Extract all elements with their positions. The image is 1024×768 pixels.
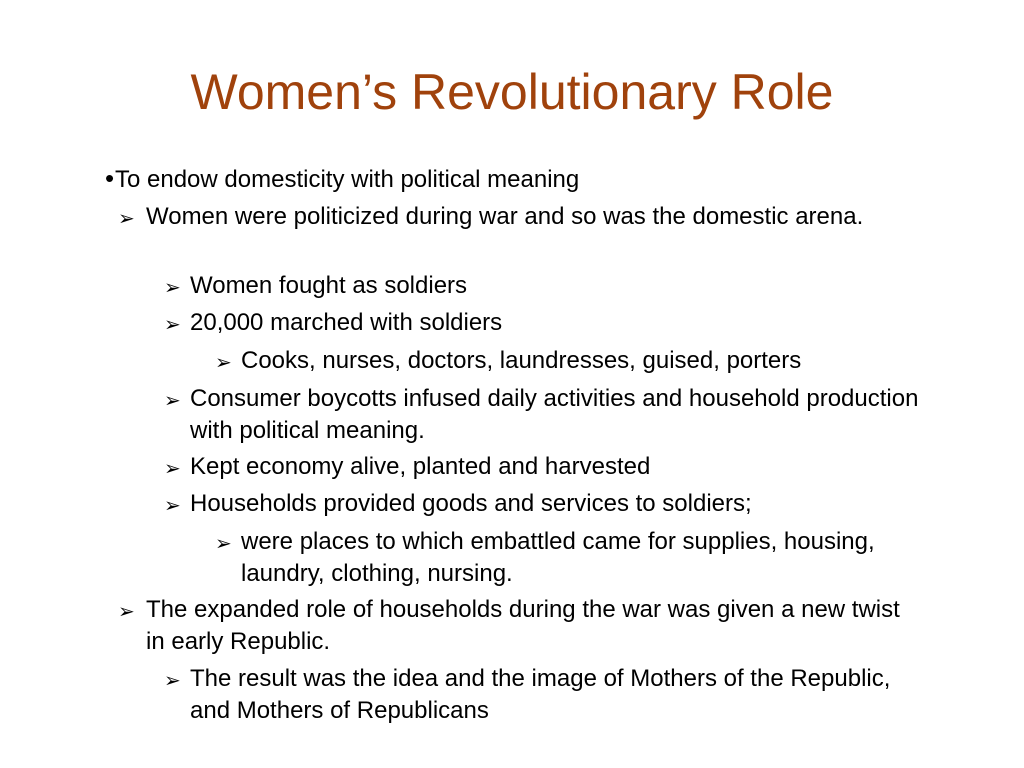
arrow-bullet-icon: ➢ xyxy=(164,277,181,299)
bullet-item xyxy=(164,451,924,483)
bullet-text: Households provided goods and services to soldiers; xyxy=(190,490,752,517)
arrow-bullet-icon: ➢ xyxy=(164,458,181,480)
bullet-text: The expanded role of households during the war was given a new twist in early Republic. xyxy=(146,596,900,655)
bullet-text: Cooks, nurses, doctors, laundresses, guised, porters xyxy=(241,347,802,374)
bullet-item xyxy=(215,526,905,590)
slide-title: Women’s Revolutionary Role xyxy=(190,64,834,120)
bullet-text: Kept economy alive, planted and harvested xyxy=(190,453,651,480)
bullet-item xyxy=(164,663,904,727)
bullet-item xyxy=(105,164,965,196)
bullet-item xyxy=(164,307,924,339)
arrow-bullet-icon: ➢ xyxy=(164,314,181,336)
bullet-text: Women were politicized during war and so was the domestic arena. xyxy=(146,203,864,230)
bullet-item xyxy=(164,270,924,302)
arrow-bullet-icon: ➢ xyxy=(215,352,232,374)
arrow-bullet-icon: ➢ xyxy=(164,495,181,517)
arrow-bullet-icon: ➢ xyxy=(118,208,135,230)
bullet-text: Women fought as soldiers xyxy=(190,272,468,299)
bullet-text: were places to which embattled came for supplies, housing, laundry, clothing, nursing. xyxy=(241,528,875,587)
arrow-bullet-icon: ➢ xyxy=(164,390,181,412)
arrow-bullet-icon: ➢ xyxy=(164,670,181,692)
bullet-item xyxy=(118,594,918,658)
bullet-text: To endow domesticity with political meaning xyxy=(115,166,580,193)
bullet-item xyxy=(118,201,918,233)
bullet-text: 20,000 marched with soldiers xyxy=(190,309,503,336)
bullet-item xyxy=(215,345,935,377)
arrow-bullet-icon: ➢ xyxy=(215,533,232,555)
arrow-bullet-icon: ➢ xyxy=(118,601,135,623)
bullet-text: The result was the idea and the image of Mothers of the Republic, and Mothers of Republicans xyxy=(190,665,891,724)
bullet-marker: • xyxy=(105,163,115,193)
bullet-item xyxy=(164,383,924,447)
bullet-item xyxy=(164,488,924,520)
bullet-text: Consumer boycotts infused daily activities and household production with political meaning. xyxy=(190,385,919,444)
